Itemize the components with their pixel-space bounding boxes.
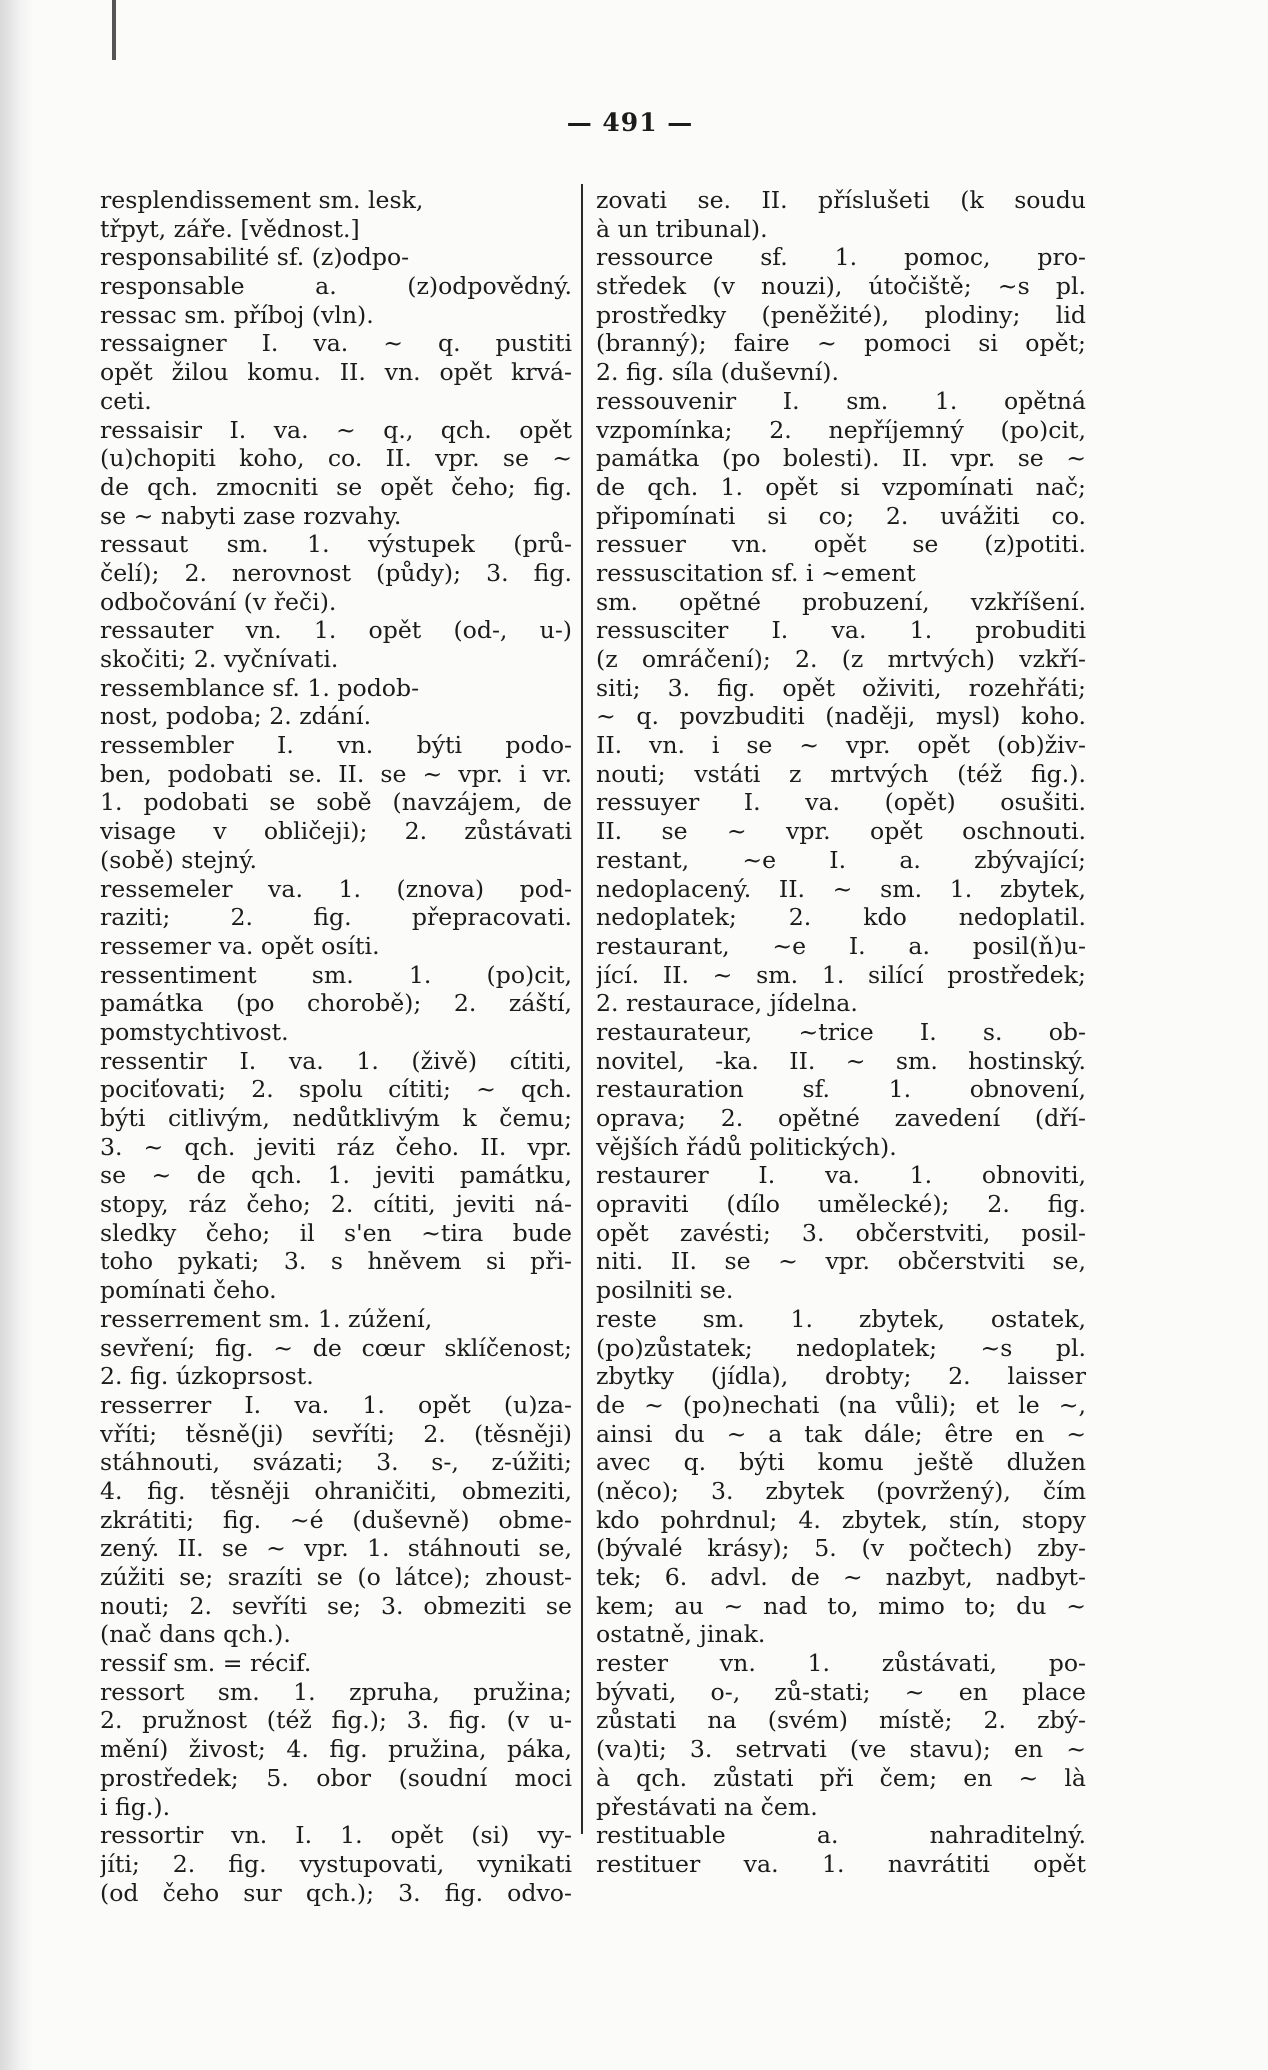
entry-line: ressaut sm. 1. výstupek (prů- bbox=[100, 530, 572, 559]
entry-line: restituable a. nahraditelný. bbox=[596, 1821, 1086, 1850]
entry-line: (bývalé krásy); 5. (v počtech) zby- bbox=[596, 1534, 1086, 1563]
entry-line: pomínati čeho. bbox=[100, 1276, 277, 1305]
entry-line: responsabilité sf. (z)odpo- bbox=[100, 243, 410, 272]
entry-line: 4. fig. těsněji ohraničiti, obmeziti, bbox=[100, 1476, 572, 1505]
entry-line: jící. II. ~ sm. 1. silící prostředek; bbox=[596, 960, 1086, 989]
entry-line: kem; au ~ nad to, mimo to; du ~ bbox=[596, 1591, 1086, 1620]
scan-mark bbox=[112, 0, 116, 60]
entry-line: raziti; 2. fig. přepracovati. bbox=[100, 903, 572, 932]
entry-line: býti citlivým, nedůtklivým k čemu; bbox=[100, 1104, 572, 1132]
page-number: — 491 — bbox=[566, 108, 694, 137]
entry-line: restaurer I. va. 1. obnoviti, bbox=[596, 1161, 1086, 1190]
entry-line: à qch. zůstati při čem; en ~ là bbox=[596, 1763, 1086, 1792]
entry-line: mění) živost; 4. fig. pružina, páka, bbox=[100, 1735, 572, 1764]
entry-line: opět zavésti; 3. občerstviti, posil- bbox=[596, 1218, 1086, 1247]
entry-line: à un tribunal). bbox=[596, 214, 768, 243]
entry-line: zený. II. se ~ vpr. 1. stáhnouti se, bbox=[100, 1534, 572, 1563]
entry-line: 2. restaurace, jídelna. bbox=[596, 989, 858, 1018]
entry-line: (od čeho sur qch.); 3. fig. odvo- bbox=[100, 1878, 572, 1907]
entry-line: ressif sm. = récif. bbox=[100, 1649, 312, 1678]
entry-line: zovati se. II. příslušeti (k soudu bbox=[596, 186, 1086, 214]
entry-line: odbočování (v řeči). bbox=[100, 587, 337, 616]
entry-line: zbytky (jídla), drobty; 2. laisser bbox=[596, 1362, 1086, 1391]
entry-line: visage v obličeji); 2. zůstávati bbox=[100, 817, 572, 846]
entry-line: de qch. zmocniti se opět čeho; fig. bbox=[100, 472, 572, 501]
entry-line: (u)chopiti koho, co. II. vpr. se ~ bbox=[100, 444, 572, 473]
entry-line: pomstychtivost. bbox=[100, 1017, 289, 1046]
entry-line: vějších řádů politických). bbox=[596, 1132, 897, 1161]
entry-line: památka (po bolesti). II. vpr. se ~ bbox=[596, 444, 1086, 473]
entry-line: ressortir vn. I. 1. opět (si) vy- bbox=[100, 1821, 572, 1850]
entry-line: ressusciter I. va. 1. probuditi bbox=[596, 616, 1086, 645]
entry-line: ressuscitation sf. i ~ement bbox=[596, 558, 916, 587]
entry-line: 1. podobati se sobě (navzájem, de bbox=[100, 788, 572, 817]
entry-line: pociťovati; 2. spolu cítiti; ~ qch. bbox=[100, 1075, 572, 1104]
entry-line: zkrátiti; fig. ~é (duševně) obme- bbox=[100, 1505, 572, 1534]
entry-line: stáhnouti, svázati; 3. s-, z-úžiti; bbox=[100, 1448, 572, 1477]
entry-line: 3. ~ qch. jeviti ráz čeho. II. vpr. bbox=[100, 1132, 572, 1161]
entry-line: památka (po chorobě); 2. záští, bbox=[100, 989, 572, 1018]
entry-line: restaurant, ~e I. a. posil(ň)u- bbox=[596, 931, 1086, 960]
entry-line: ressauter vn. 1. opět (od-, u-) bbox=[100, 616, 572, 645]
entry-line: ressentir I. va. 1. (živě) cítiti, bbox=[100, 1046, 572, 1075]
entry-line: reste sm. 1. zbytek, ostatek, bbox=[596, 1304, 1086, 1333]
entry-line: restauration sf. 1. obnovení, bbox=[596, 1075, 1086, 1104]
entry-line: se ~ de qch. 1. jeviti památku, bbox=[100, 1161, 572, 1190]
entry-line: de qch. 1. opět si vzpomínati nač; bbox=[596, 472, 1086, 501]
entry-line: zůstati na (svém) místě; 2. zbý- bbox=[596, 1706, 1086, 1735]
entry-line: ressembler I. vn. býti podo- bbox=[100, 731, 572, 760]
entry-line: středek (v nouzi), útočiště; ~s pl. bbox=[596, 272, 1086, 301]
entry-line: přestávati na čem. bbox=[596, 1792, 818, 1821]
entry-line: responsable a. (z)odpovědný. bbox=[100, 272, 572, 301]
scan-edge-shadow bbox=[0, 0, 34, 2070]
entry-line: opět žilou komu. II. vn. opět krvá- bbox=[100, 358, 572, 387]
entry-line: ressemeler va. 1. (znova) pod- bbox=[100, 874, 572, 903]
entry-line: avec q. býti komu ještě dlužen bbox=[596, 1448, 1086, 1477]
entry-line: jíti; 2. fig. vystupovati, vynikati bbox=[100, 1849, 572, 1878]
entry-line: ressource sf. 1. pomoc, pro- bbox=[596, 243, 1086, 272]
entry-line: resserrer I. va. 1. opět (u)za- bbox=[100, 1390, 572, 1419]
entry-line: tek; 6. advl. de ~ nazbyt, nadbyt- bbox=[596, 1563, 1086, 1591]
entry-line: připomínati si co; 2. uvážiti co. bbox=[596, 501, 1086, 530]
entry-line: nouti; 2. sevříti se; 3. obmeziti se bbox=[100, 1591, 572, 1620]
entry-line: 2. fig. síla (duševní). bbox=[596, 358, 839, 387]
entry-line: sm. opětné probuzení, vzkříšení. bbox=[596, 587, 1086, 616]
entry-line: resplendissement sm. lesk, bbox=[100, 186, 424, 214]
entry-line: ceti. bbox=[100, 386, 152, 415]
entry-line: nost, podoba; 2. zdání. bbox=[100, 702, 372, 731]
entry-line: i fig.). bbox=[100, 1792, 171, 1821]
entry-line: restituer va. 1. navrátiti opět bbox=[596, 1849, 1086, 1878]
entry-line: 2. fig. úzkoprsost. bbox=[100, 1362, 314, 1391]
entry-line: vzpomínka; 2. nepříjemný (po)cit, bbox=[596, 415, 1086, 444]
entry-line: skočiti; 2. vyčnívati. bbox=[100, 645, 339, 673]
entry-line: opraviti (dílo umělecké); 2. fig. bbox=[596, 1190, 1086, 1219]
entry-line: posilniti se. bbox=[596, 1276, 734, 1305]
entry-line: bývati, o-, zů-stati; ~ en place bbox=[596, 1677, 1086, 1706]
entry-line: niti. II. se ~ vpr. občerstviti se, bbox=[596, 1247, 1086, 1276]
entry-line: stopy, ráz čeho; 2. cítiti, jeviti ná- bbox=[100, 1190, 572, 1219]
entry-line: 2. pružnost (též fig.); 3. fig. (v u- bbox=[100, 1706, 572, 1735]
entry-line: třpyt, záře. [vědnost.] bbox=[100, 214, 360, 243]
entry-line: se ~ nabyti zase rozvahy. bbox=[100, 501, 402, 530]
column-divider bbox=[581, 184, 583, 1834]
entry-line: restant, ~e I. a. zbývající; bbox=[596, 845, 1086, 874]
entry-line: ressemblance sf. 1. podob- bbox=[100, 673, 420, 702]
entry-line: kdo pohrdnul; 4. zbytek, stín, stopy bbox=[596, 1505, 1086, 1534]
entry-line: nedoplatek; 2. kdo nedoplatil. bbox=[596, 903, 1086, 932]
entry-line: toho pykati; 3. s hněvem si při- bbox=[100, 1247, 572, 1276]
entry-line: (něco); 3. zbytek (povržený), čím bbox=[596, 1476, 1086, 1505]
entry-line: ressaisir I. va. ~ q., qch. opět bbox=[100, 415, 572, 444]
entry-line: II. vn. i se ~ vpr. opět (ob)živ- bbox=[596, 731, 1086, 760]
entry-line: ressuyer I. va. (opět) osušiti. bbox=[596, 788, 1086, 817]
entry-line: ainsi du ~ a tak dále; être en ~ bbox=[596, 1419, 1086, 1448]
entry-line: (po)zůstatek; nedoplatek; ~s pl. bbox=[596, 1333, 1086, 1362]
entry-line: (va)ti; 3. setrvati (ve stavu); en ~ bbox=[596, 1735, 1086, 1764]
entry-line: ressort sm. 1. zpruha, pružina; bbox=[100, 1677, 572, 1706]
entry-line: ressentiment sm. 1. (po)cit, bbox=[100, 960, 572, 989]
left-column bbox=[100, 186, 572, 1907]
entry-line: de ~ (po)nechati (na vůli); et le ~, bbox=[596, 1390, 1086, 1419]
entry-line: novitel, -ka. II. ~ sm. hostinský. bbox=[596, 1046, 1086, 1075]
entry-line: (sobě) stejný. bbox=[100, 845, 258, 874]
entry-line: ressac sm. příboj (vln). bbox=[100, 300, 374, 329]
entry-line: rester vn. 1. zůstávati, po- bbox=[596, 1649, 1086, 1678]
entry-line: vříti; těsně(ji) sevříti; 2. (těsněji) bbox=[100, 1419, 572, 1448]
entry-line: prostředek; 5. obor (soudní moci bbox=[100, 1763, 572, 1792]
entry-line: II. se ~ vpr. opět oschnouti. bbox=[596, 817, 1086, 846]
entry-line: (z omráčení); 2. (z mrtvých) vzkří- bbox=[596, 645, 1086, 673]
entry-line: sevření; fig. ~ de cœur sklíčenost; bbox=[100, 1333, 572, 1362]
entry-line: (branný); faire ~ pomoci si opět; bbox=[596, 329, 1086, 358]
entry-line: oprava; 2. opětné zavedení (dří- bbox=[596, 1104, 1086, 1132]
entry-line: resserrement sm. 1. zúžení, bbox=[100, 1304, 433, 1333]
entry-line: ostatně, jinak. bbox=[596, 1620, 766, 1649]
entry-line: siti; 3. fig. opět oživiti, rozehřáti; bbox=[596, 673, 1086, 702]
entry-line: (nač dans qch.). bbox=[100, 1620, 291, 1649]
entry-line: ressemer va. opět osíti. bbox=[100, 931, 380, 960]
entry-line: zúžiti se; srazíti se (o látce); zhoust- bbox=[100, 1563, 572, 1591]
entry-line: prostředky (peněžité), plodiny; lid bbox=[596, 300, 1086, 329]
right-column bbox=[596, 186, 1086, 1879]
entry-line: čelí); 2. nerovnost (půdy); 3. fig. bbox=[100, 558, 572, 587]
entry-line: nedoplacený. II. ~ sm. 1. zbytek, bbox=[596, 874, 1086, 903]
entry-line: ressuer vn. opět se (z)potiti. bbox=[596, 530, 1086, 559]
entry-line: ressouvenir I. sm. 1. opětná bbox=[596, 386, 1086, 415]
entry-line: nouti; vstáti z mrtvých (též fig.). bbox=[596, 759, 1086, 788]
entry-line: restaurateur, ~trice I. s. ob- bbox=[596, 1017, 1086, 1046]
entry-line: ~ q. povzbuditi (naději, mysl) koho. bbox=[596, 702, 1086, 731]
entry-line: sledky čeho; il s'en ~tira bude bbox=[100, 1218, 572, 1247]
entry-line: ressaigner I. va. ~ q. pustiti bbox=[100, 329, 572, 358]
entry-line: ben, podobati se. II. se ~ vpr. i vr. bbox=[100, 759, 572, 788]
